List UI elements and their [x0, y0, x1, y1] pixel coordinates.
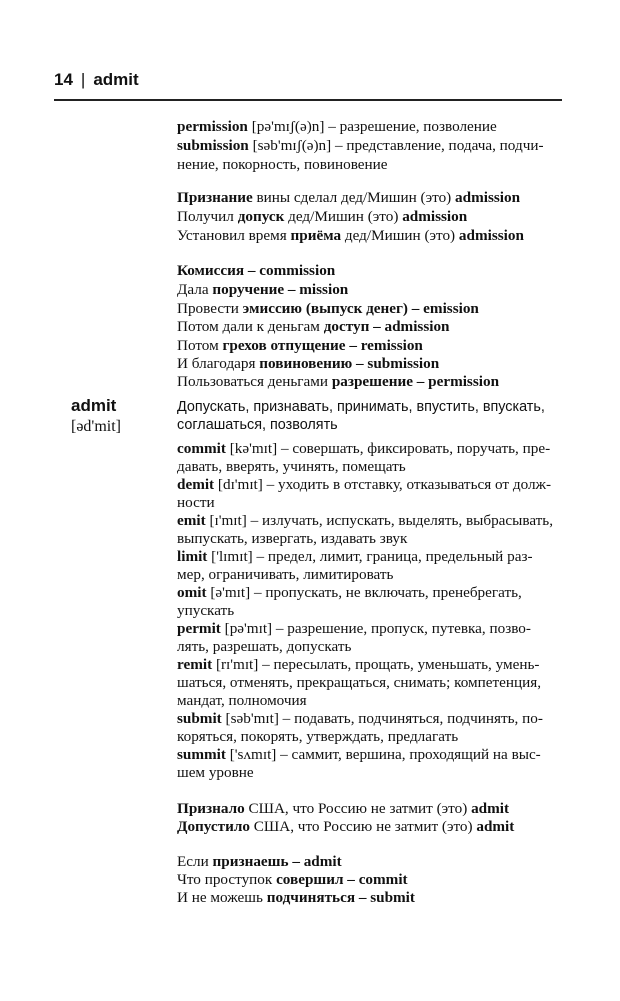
text-run: Установил время	[177, 227, 291, 244]
text-run: [dɪ'mɪt] – уходить в отставку, отказываться от долж-	[214, 476, 552, 493]
text-run: [kə'mɪt] – совершать, фиксировать, поручать, пре-	[225, 440, 551, 457]
text-line	[177, 800, 509, 819]
text-line	[177, 373, 499, 392]
bold-term: admission	[402, 208, 468, 225]
text-run: Допускать, признавать, принимать, впустить, впускать,	[177, 399, 545, 415]
text-line	[177, 656, 540, 675]
text-run: упускать	[177, 602, 235, 619]
bold-term: поручение – mission	[212, 281, 349, 298]
text-line	[177, 710, 543, 729]
text-line	[177, 620, 531, 639]
bold-term: признаешь – admit	[212, 853, 342, 870]
text-line	[177, 494, 215, 513]
bold-term: admit	[471, 800, 510, 817]
text-run: США, что Россию не затмит (это)	[244, 800, 472, 817]
bold-term: submission	[177, 137, 249, 154]
bold-term: permission	[177, 118, 248, 135]
text-line	[177, 728, 458, 747]
text-line	[177, 638, 351, 657]
text-line	[177, 208, 467, 227]
text-run: [səb'mɪt] – подавать, подчиняться, подчинять, по-	[221, 710, 543, 727]
text-run: коряться, покорять, утверждать, предлагать	[177, 728, 459, 745]
text-line	[177, 674, 541, 693]
entry-headword: admit	[71, 396, 117, 415]
entry-headword-block	[71, 396, 121, 436]
text-line	[177, 227, 524, 246]
bold-term: Признало	[177, 800, 245, 817]
page-header	[54, 70, 139, 90]
bold-term: совершил – commit	[276, 871, 408, 888]
text-run: лять, разрешать, допускать	[177, 638, 352, 655]
text-line	[177, 889, 415, 908]
bold-term: permit	[177, 620, 221, 637]
text-run: нение, покорность, повиновение	[177, 156, 388, 173]
bold-term: submit	[177, 710, 222, 727]
text-run: ['lɪmɪt] – предел, лимит, граница, предельный раз-	[207, 548, 533, 565]
text-run: [pə'mɪʃ(ə)n] – разрешение, позволение	[247, 118, 497, 135]
text-line	[177, 692, 307, 711]
text-run: мандат, полномочия	[177, 692, 307, 709]
text-run: Пользоваться деньгами	[177, 373, 332, 390]
bold-term: admission	[458, 227, 524, 244]
text-line	[177, 262, 335, 281]
text-line	[177, 764, 254, 783]
bold-term: доступ – admission	[323, 318, 450, 335]
text-line	[177, 416, 338, 435]
header-separator: |	[80, 70, 86, 89]
text-run: Дала	[177, 281, 213, 298]
text-run: И благодаря	[177, 355, 260, 372]
bold-term: приёма	[290, 227, 342, 244]
text-line	[177, 584, 522, 603]
text-run: выпускать, извергать, издавать звук	[177, 530, 408, 547]
text-line	[177, 440, 550, 459]
bold-term: Комиссия – commission	[177, 262, 336, 279]
header-rule	[54, 99, 562, 101]
text-line	[177, 476, 551, 495]
text-line	[177, 137, 544, 156]
text-line	[177, 871, 408, 890]
bold-term: emit	[177, 512, 206, 529]
bold-term: limit	[177, 548, 208, 565]
bold-term: admit	[476, 818, 515, 835]
text-line	[177, 281, 348, 300]
bold-term: Допустило	[177, 818, 250, 835]
text-run: Провести	[177, 300, 243, 317]
running-title: admit	[93, 70, 139, 89]
text-run: дед/Мишин (это)	[341, 227, 459, 244]
bold-term: admission	[455, 189, 521, 206]
text-line	[177, 318, 450, 337]
text-line	[177, 853, 342, 872]
text-run: Потом дали к деньгам	[177, 318, 324, 335]
bold-term: Признание	[177, 189, 253, 206]
text-line	[177, 458, 406, 477]
text-run: [pə'mɪt] – разрешение, пропуск, путевка, позво-	[220, 620, 531, 637]
bold-term: omit	[177, 584, 207, 601]
bold-term: разрешение – permission	[331, 373, 500, 390]
text-line	[177, 156, 388, 175]
text-run: ности	[177, 494, 215, 511]
text-line	[177, 118, 497, 137]
text-run: Что проступок	[177, 871, 277, 888]
bold-term: эмиссию (выпуск денег) – emission	[242, 300, 479, 317]
text-run: дед/Мишин (это)	[284, 208, 403, 225]
text-line	[177, 818, 514, 837]
text-run: ['sʌmɪt] – саммит, вершина, проходящий на выс-	[225, 746, 541, 763]
text-line	[177, 355, 439, 374]
text-line	[177, 512, 553, 531]
bold-term: грехов отпущение – remission	[222, 337, 423, 354]
text-run: США, что Россию не затмит (это)	[250, 818, 477, 835]
text-line	[177, 602, 234, 621]
text-run: Если	[177, 853, 213, 870]
bold-term: повиновению – submission	[259, 355, 440, 372]
text-run: Потом	[177, 337, 223, 354]
text-line	[177, 398, 545, 417]
text-line	[177, 337, 423, 356]
bold-term: summit	[177, 746, 226, 763]
text-run: [ə'mɪt] – пропускать, не включать, пренебрегать,	[206, 584, 522, 601]
text-run: шем уровне	[177, 764, 254, 781]
entry-transcription: [əd'mit]	[71, 418, 121, 435]
bold-term: допуск	[237, 208, 285, 225]
text-run: шаться, отменять, прекращаться, снимать; компетенция,	[177, 674, 542, 691]
text-run: [ɪ'mɪt] – излучать, испускать, выделять, выбрасывать,	[205, 512, 554, 529]
text-run: давать, вверять, учинять, помещать	[177, 458, 406, 475]
text-run: вины сделал дед/Мишин (это)	[252, 189, 456, 206]
bold-term: remit	[177, 656, 213, 673]
text-run: [səb'mɪʃ(ə)n] – представление, подача, подчи-	[248, 137, 544, 154]
text-line	[177, 548, 533, 567]
text-line	[177, 300, 479, 319]
bold-term: подчиняться – submit	[266, 889, 415, 906]
text-run: мер, ограничивать, лимитировать	[177, 566, 394, 583]
bold-term: demit	[177, 476, 215, 493]
bold-term: commit	[177, 440, 226, 457]
text-run: И не можешь	[177, 889, 267, 906]
text-run: соглашаться, позволять	[177, 417, 338, 433]
page-number: 14	[54, 70, 73, 89]
text-line	[177, 189, 520, 208]
text-line	[177, 530, 407, 549]
text-run: [rɪ'mɪt] – пересылать, прощать, уменьшать, умень-	[212, 656, 540, 673]
text-line	[177, 566, 393, 585]
text-line	[177, 746, 541, 765]
text-run: Получил	[177, 208, 238, 225]
